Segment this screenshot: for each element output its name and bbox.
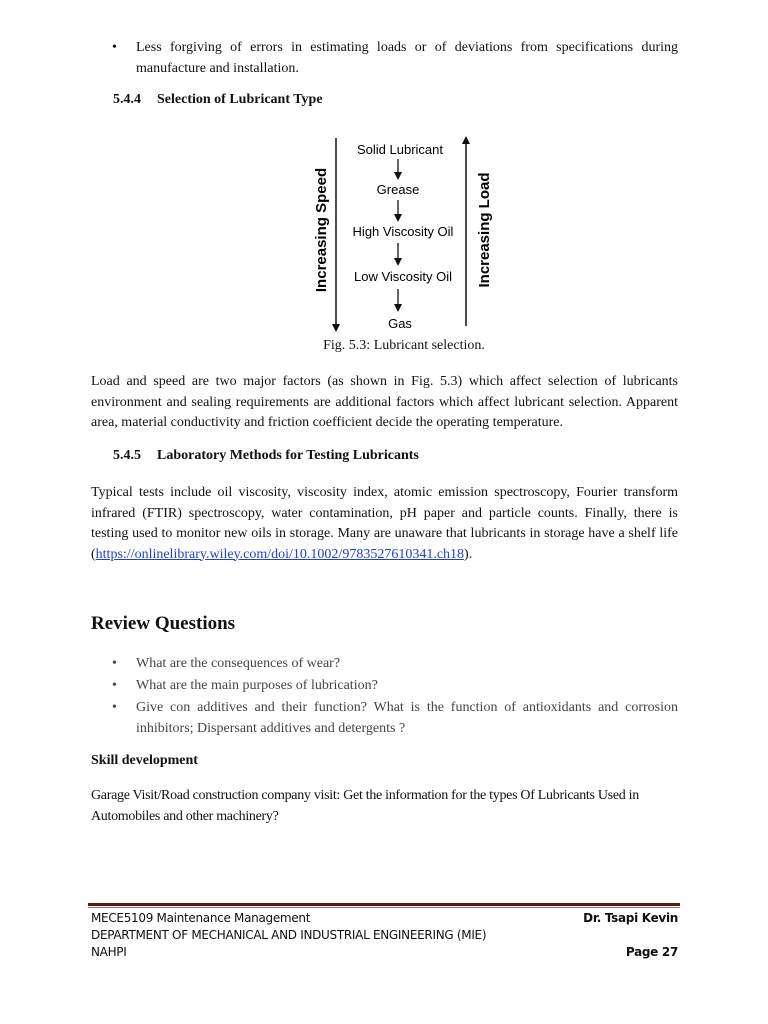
figure-svg	[300, 132, 510, 332]
increasing-load-label: Increasing Load	[476, 172, 493, 288]
bullet-icon: •	[112, 656, 117, 671]
footer-course: MECE5109 Maintenance Management	[91, 911, 311, 925]
skill-development-text: Garage Visit/Road construction company visit: Get the information for the types Of Lubricants Used in Automobiles and other machinery?	[91, 788, 639, 824]
footer-department: DEPARTMENT OF MECHANICAL AND INDUSTRIAL ENGINEERING (MIE)	[91, 928, 487, 942]
intro-bullet	[112, 37, 678, 79]
figure-caption: Fig. 5.3: Lubricant selection.	[323, 338, 485, 353]
item-gas: Gas	[388, 316, 412, 331]
section-heading-5-4-4: 5.4.4 Selection of Lubricant Type	[113, 92, 323, 107]
review-question: • Give con additives and their function? What is the function of antioxidants and corrosion inhibitors; Dispersant additives and detergents ?	[112, 697, 678, 739]
intro-bullet-text: Less forgiving of errors in estimating loads or of deviations from specifications during manufacture and installation.	[136, 40, 678, 76]
item-low-viscosity-oil: Low Viscosity Oil	[353, 269, 453, 284]
bullet-icon: •	[112, 40, 117, 55]
skill-development-heading: Skill development	[91, 753, 198, 768]
footer-rule-dark	[88, 903, 680, 906]
bullet-icon: •	[112, 700, 117, 715]
wiley-link[interactable]: https://onlinelibrary.wiley.com/doi/10.1002/9783527610341.ch18	[95, 546, 465, 562]
lubricant-selection-figure	[300, 132, 510, 332]
footer-author: Dr. Tsapi Kevin	[583, 911, 678, 925]
footer-rule-light	[88, 907, 680, 908]
bullet-icon: •	[112, 678, 117, 693]
footer-school: NAHPI	[91, 945, 127, 959]
review-questions-heading: Review Questions	[91, 613, 236, 634]
increasing-speed-label: Increasing Speed	[313, 167, 330, 293]
item-grease: Grease	[376, 182, 420, 197]
footer-page-number: Page 27	[625, 945, 678, 959]
item-solid-lubricant: Solid Lubricant	[357, 142, 443, 157]
paragraph-lab-tests: Typical tests include oil viscosity, viscosity index, atomic emission spectroscopy, Fourier transform infrared (FTIR) spectroscopy, water contamination, pH paper and particle counts. Finally, there is testing used to monitor new oils in storage. Many are unaware that lubricants in storage have a shelf life (https://onlinelibrary.wiley.com/doi/10.1002/9783527610341.ch18).	[91, 485, 678, 562]
review-question: • What are the main purposes of lubrication?	[112, 675, 678, 696]
paragraph-load-speed: Load and speed are two major factors (as shown in Fig. 5.3) which affect selection of lubricants environment and sealing requirements are additional factors which affect lubricant selection. Apparent area, material conductivity and friction coefficient decide the operating temperature.	[91, 374, 678, 430]
section-heading-5-4-5: 5.4.5 Laboratory Methods for Testing Lubricants	[113, 448, 419, 463]
item-high-viscosity-oil: High Viscosity Oil	[352, 224, 454, 239]
review-question: • What are the consequences of wear?	[112, 653, 678, 674]
